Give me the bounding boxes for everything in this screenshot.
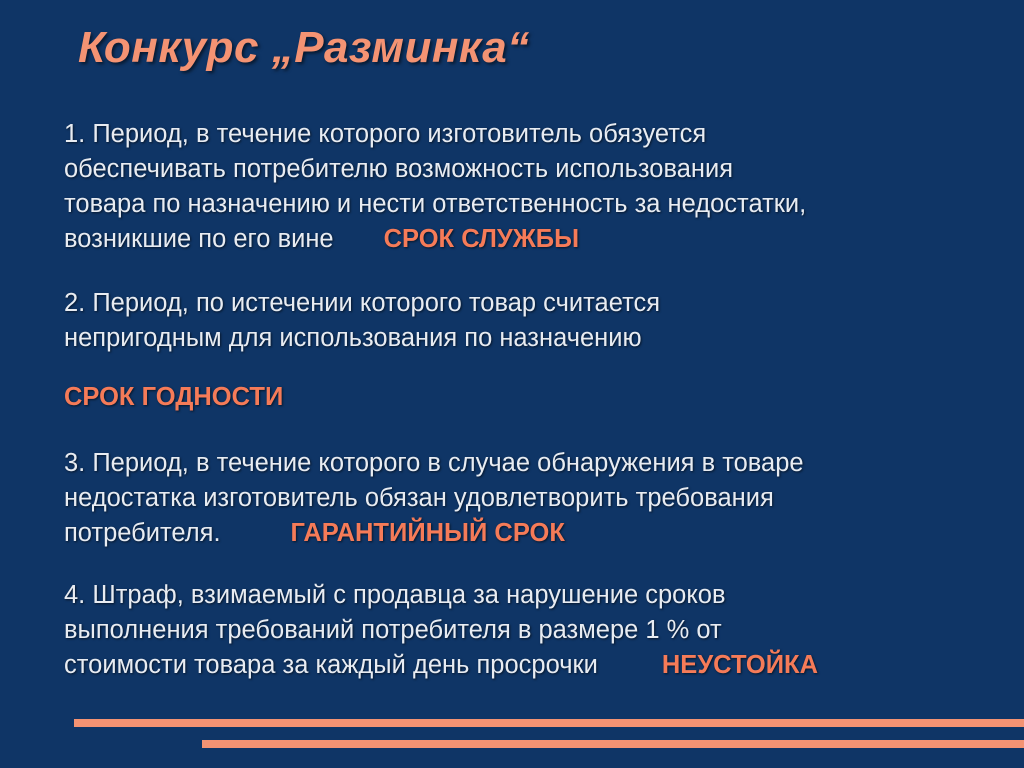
question-1-line-2: обеспечивать потребителю возможность использования: [64, 155, 734, 183]
question-2-line-1: 2. Период, по истечении которого товар считается: [64, 289, 661, 317]
decorative-bar-bottom: [202, 740, 1024, 748]
question-4-line-3: [64, 648, 984, 683]
question-4-line-1: 4. Штраф, взимаемый с продавца за нарушение сроков: [64, 581, 726, 609]
question-1-line-4-text: возникшие по его вине: [64, 225, 334, 253]
question-3-line-2: недостатка изготовитель обязан удовлетворить требования: [64, 484, 774, 512]
question-3-line-3-text: потребителя.: [64, 519, 221, 547]
question-4: [64, 578, 984, 683]
question-4-line-3-text: стоимости товара за каждый день просрочки: [64, 651, 598, 679]
question-1: [64, 117, 984, 257]
answer-2: СРОК ГОДНОСТИ: [64, 383, 284, 411]
slide-title: Конкурс „Разминка“: [78, 23, 530, 72]
question-1-line-4: [64, 222, 984, 257]
question-3: [64, 446, 984, 551]
answer-3: ГАРАНТИЙНЫЙ СРОК: [290, 519, 565, 547]
question-1-line-3: товара по назначению и нести ответственность за недостатки,: [64, 190, 807, 218]
question-3-line-3: [64, 516, 984, 551]
question-3-line-1: 3. Период, в течение которого в случае обнаружения в товаре: [64, 449, 804, 477]
decorative-bar-top: [74, 719, 1024, 727]
question-1-line-1: 1. Период, в течение которого изготовитель обязуется: [64, 120, 707, 148]
question-2-line-2: непригодным для использования по назначению: [64, 324, 642, 352]
answer-4: НЕУСТОЙКА: [661, 651, 819, 679]
answer-1: СРОК СЛУЖБЫ: [383, 225, 580, 253]
question-4-line-2: выполнения требований потребителя в размере 1 % от: [64, 616, 722, 644]
question-2: [64, 286, 984, 356]
